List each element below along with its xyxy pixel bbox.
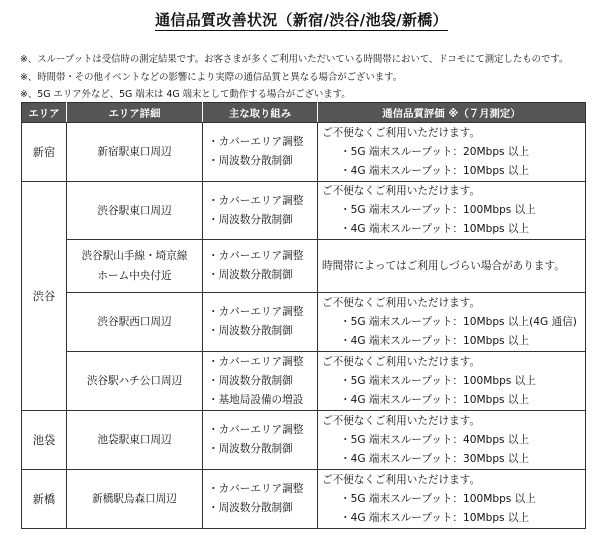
measures: ・カバーエリア調整 ・周波数分散制御	[203, 293, 318, 352]
area-detail: 渋谷駅東口周辺	[67, 182, 203, 240]
measures: ・カバーエリア調整 ・周波数分散制御	[203, 411, 318, 470]
measures: ・カバーエリア調整 ・周波数分散制御 ・基地局設備の増設	[203, 352, 318, 411]
note-5g: ※、5G エリア外など、5G 端末は 4G 端末として動作する場合がございます。	[20, 89, 351, 100]
area-detail: 池袋駅東口周辺	[67, 411, 203, 470]
evaluation: 時間帯によってはご利用しづらい場合があります。	[318, 240, 586, 293]
table-row	[22, 352, 586, 411]
area-detail: 渋谷駅ハチ公口周辺	[67, 352, 203, 411]
measures: ・カバーエリア調整 ・周波数分散制御	[203, 182, 318, 240]
quality-table	[21, 102, 586, 529]
table-row	[22, 411, 586, 470]
header-measures: 主な取り組み	[203, 103, 318, 123]
evaluation: ご不便なくご利用いただけます。 ・5G 端末スループット：100Mbps 以上 ・4G 端末スループット：10Mbps 以上	[318, 352, 586, 411]
evaluation: ご不便なくご利用いただけます。 ・5G 端末スループット：20Mbps 以上 ・4G 端末スループット：10Mbps 以上	[318, 123, 586, 182]
table-row	[22, 293, 586, 352]
page-title: 通信品質改善状況（新宿/渋谷/池袋/新橋）	[155, 11, 448, 29]
evaluation: ご不便なくご利用いただけます。 ・5G 端末スループット：40Mbps 以上 ・4G 端末スループット：30Mbps 以上	[318, 411, 586, 470]
evaluation: ご不便なくご利用いただけます。 ・5G 端末スループット：100Mbps 以上 ・4G 端末スループット：10Mbps 以上	[318, 470, 586, 529]
header-evaluation: 通信品質評価 ※（７月測定）	[318, 103, 586, 123]
evaluation: ご不便なくご利用いただけます。 ・5G 端末スループット：10Mbps 以上(4G 通信) ・4G 端末スループット：10Mbps 以上	[318, 293, 586, 352]
area-detail: 新橋駅烏森口周辺	[67, 470, 203, 529]
area-detail: 渋谷駅西口周辺	[67, 293, 203, 352]
header-area: エリア	[22, 103, 67, 123]
table-row	[22, 470, 586, 529]
area-detail: 新宿駅東口周辺	[67, 123, 203, 182]
area-shinjuku: 新宿	[22, 123, 67, 182]
notes	[20, 51, 600, 104]
measures: ・カバーエリア調整 ・周波数分散制御	[203, 470, 318, 529]
note-quality: ※、時間帯・その他イベントなどの影響により実際の通信品質と異なる場合がございます。	[20, 71, 403, 83]
table-row	[22, 182, 586, 240]
area-shibuya: 渋谷	[22, 182, 67, 411]
area-shinbashi: 新橋	[22, 470, 67, 529]
table-header-row	[22, 103, 586, 123]
note-throughput: ※、スループットは受信時の測定結果です。お客さまが多くご利用いただいている時間帯において、ドコモにて測定したものです。	[20, 54, 569, 65]
measures: ・カバーエリア調整 ・周波数分散制御	[203, 123, 318, 182]
evaluation: ご不便なくご利用いただけます。 ・5G 端末スループット：100Mbps 以上 ・4G 端末スループット：10Mbps 以上	[318, 182, 586, 240]
area-ikebukuro: 池袋	[22, 411, 67, 470]
area-detail: 渋谷駅山手線・埼京線 ホーム中央付近	[67, 240, 203, 293]
table-row	[22, 240, 586, 293]
measures: ・カバーエリア調整 ・周波数分散制御	[203, 240, 318, 293]
table-row	[22, 123, 586, 182]
header-detail: エリア詳細	[67, 103, 203, 123]
